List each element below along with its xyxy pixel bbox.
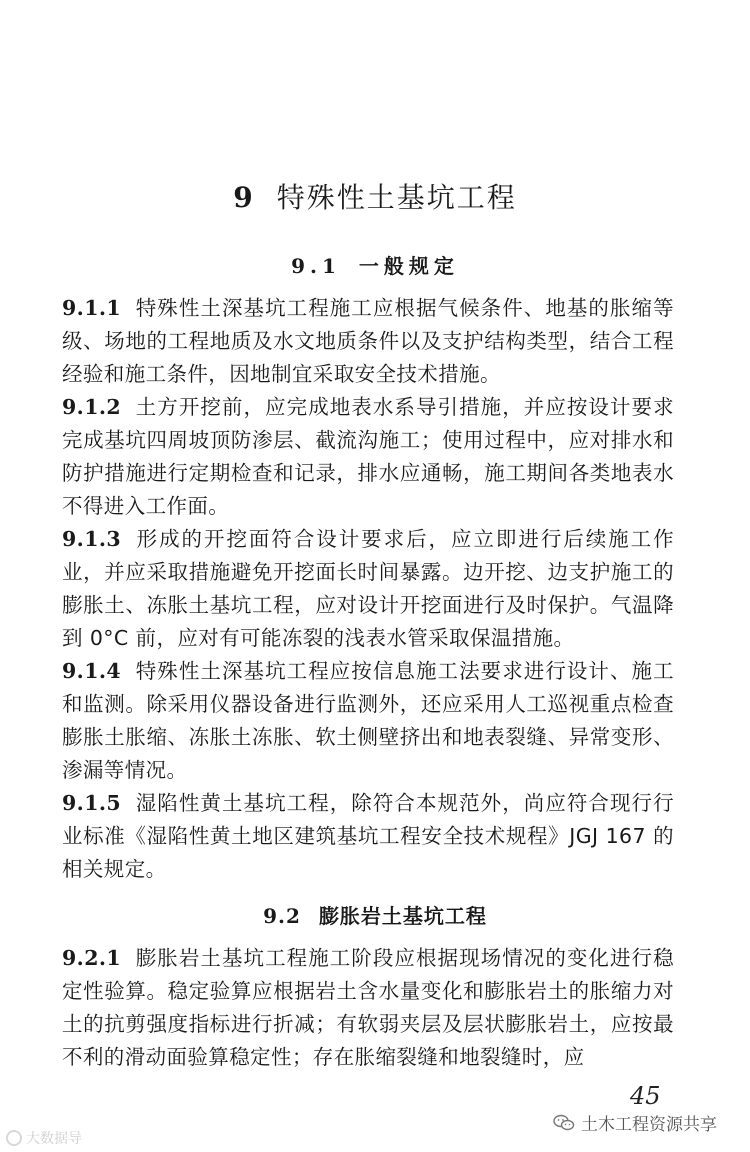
clause-text: 湿陷性黄土基坑工程，除符合本规范外，尚应符合现行行业标准《湿陷性黄土地区建筑基坑工程安全技术规程》JGJ 167 的相关规定。 xyxy=(62,791,674,881)
clause-9-1-4 xyxy=(62,655,674,787)
clause-text: 膨胀岩土基坑工程施工阶段应根据现场情况的变化进行稳定性验算。稳定验算应根据岩土含水量变化和膨胀岩土的胀缩力对土的抗剪强度指标进行折减；有软弱夹层及层状膨胀岩土，应按最不利的滑动面验算稳定性；存在胀缩裂缝和地裂缝时，应 xyxy=(62,946,674,1069)
clause-9-1-1 xyxy=(62,292,674,391)
clause-text: 形成的开挖面符合设计要求后，应立即进行后续施工作业，并应采取措施避免开挖面长时间暴露。边开挖、边支护施工的膨胀土、冻胀土基坑工程，应对设计开挖面进行及时保护。气温降到 0°C 前，应对有可能冻裂的浅表水管采取保温措施。 xyxy=(62,527,674,650)
watermark-left-text: 大数据导 xyxy=(26,1131,82,1147)
section-number: 9.1 xyxy=(291,254,341,278)
section-9-1-clauses xyxy=(62,292,674,886)
clause-number: 9.2.1 xyxy=(62,946,122,970)
clause-text: 土方开挖前，应完成地表水系导引措施，并应按设计要求完成基坑四周坡顶防渗层、截流沟施工；使用过程中，应对排水和防护措施进行定期检查和记录，排水应通畅，施工期间各类地表水不得进入工作面。 xyxy=(62,395,674,518)
clause-text: 特殊性土深基坑工程施工应根据气候条件、地基的胀缩等级、场地的工程地质及水文地质条件以及支护结构类型，结合工程经验和施工条件，因地制宜采取安全技术措施。 xyxy=(62,296,674,386)
clause-9-2-1 xyxy=(62,942,674,1074)
section-9-2-clauses xyxy=(62,942,674,1074)
wechat-icon xyxy=(553,1114,575,1132)
section-title-text: 一般规定 xyxy=(358,254,459,278)
clause-number: 9.1.2 xyxy=(62,395,122,419)
clause-number: 9.1.5 xyxy=(62,791,122,815)
chapter-title xyxy=(0,176,750,216)
chapter-number: 9 xyxy=(233,181,255,214)
section-number: 9.2 xyxy=(263,904,301,928)
watermark-text: 土木工程资源共享 xyxy=(581,1115,717,1135)
clause-9-1-2 xyxy=(62,391,674,523)
chapter-title-text: 特殊性土基坑工程 xyxy=(276,181,517,214)
clause-number: 9.1.3 xyxy=(62,527,122,551)
clause-number: 9.1.4 xyxy=(62,659,122,683)
clause-9-1-3 xyxy=(62,523,674,655)
clause-9-1-5 xyxy=(62,787,674,886)
section-title-text: 膨胀岩土基坑工程 xyxy=(318,904,487,928)
watermark-left xyxy=(6,1128,82,1148)
section-title-9-1 xyxy=(0,250,750,279)
clause-text: 特殊性土深基坑工程应按信息施工法要求进行设计、施工和监测。除采用仪器设备进行监测外，还应采用人工巡视重点检查膨胀土胀缩、冻胀土冻胀、软土侧壁挤出和地表裂缝、异常变形、渗漏等情况。 xyxy=(62,659,674,782)
watermark-logo-icon xyxy=(6,1130,22,1146)
clause-number: 9.1.1 xyxy=(62,296,122,320)
page-number: 45 xyxy=(630,1082,661,1110)
watermark-wechat xyxy=(553,1110,717,1135)
section-title-9-2 xyxy=(0,900,750,929)
